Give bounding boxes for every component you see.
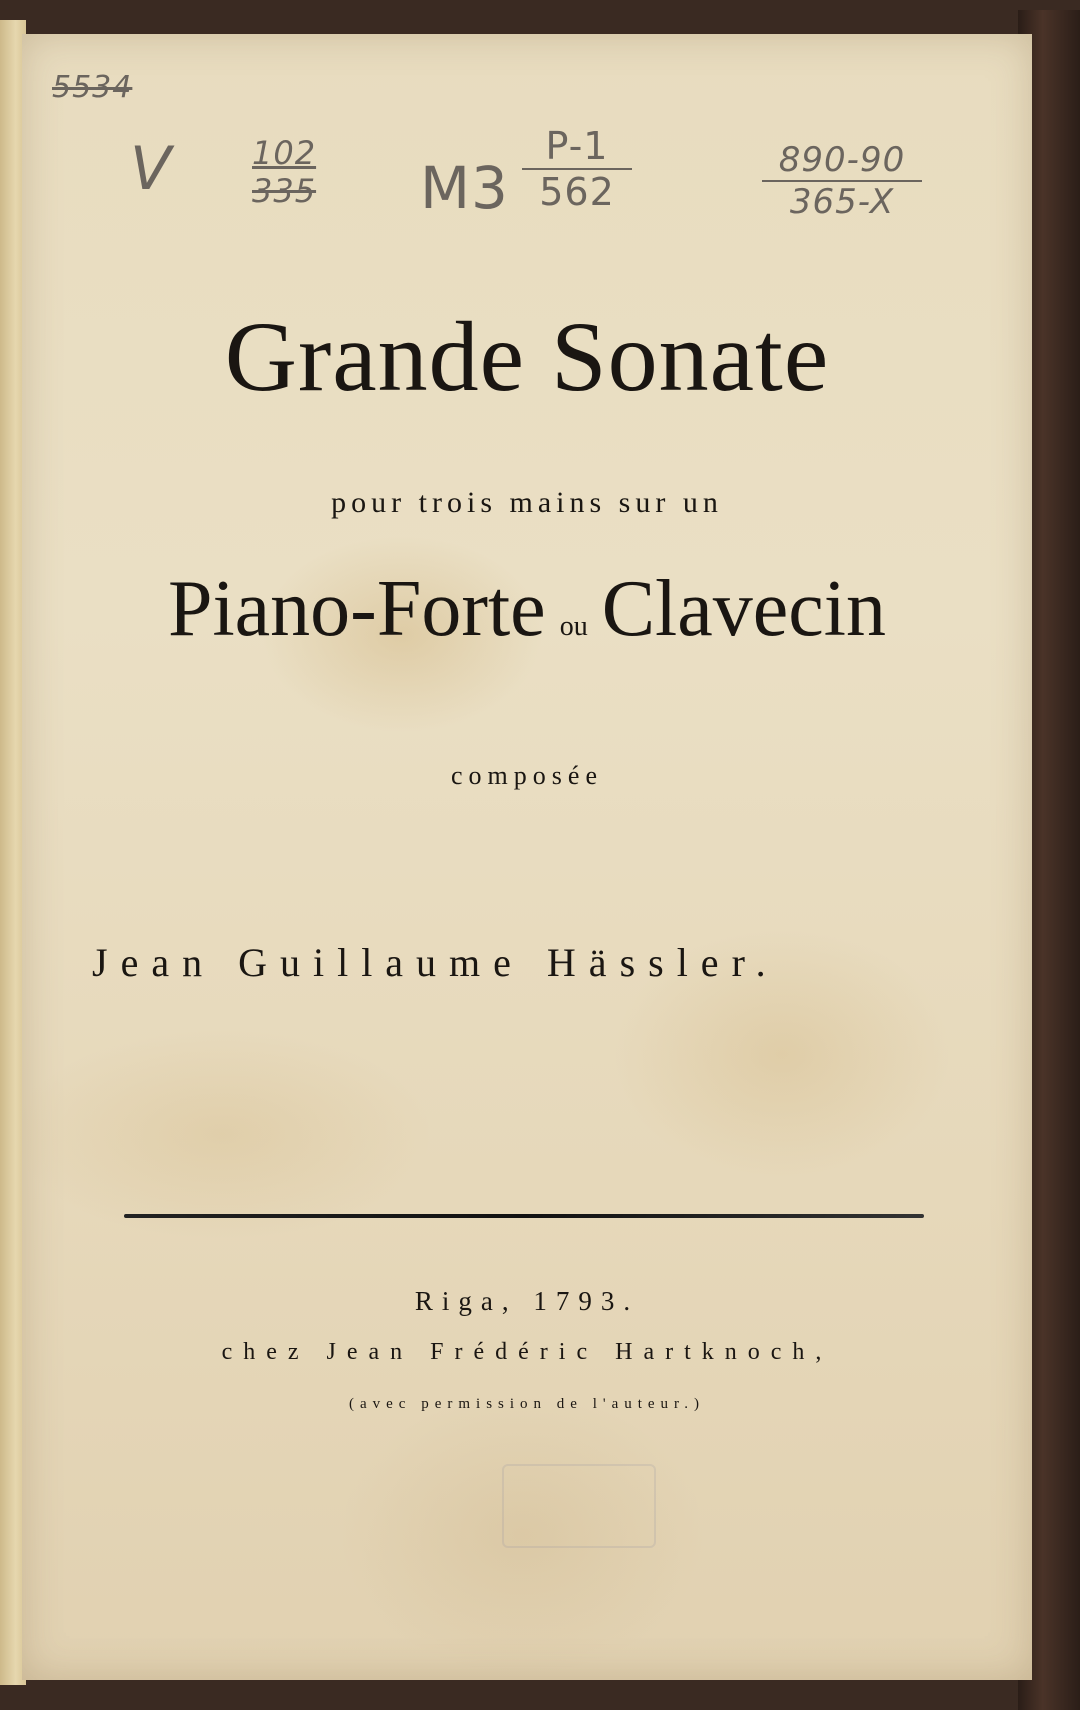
sonata-title: Grande Sonate <box>224 301 830 412</box>
place-and-date: Riga, 1793. <box>414 1286 640 1316</box>
crossed-shelfmark: 5534 <box>52 70 133 105</box>
composer-name: Jean Guillaume Hässler. <box>92 940 779 985</box>
call-number <box>522 124 632 214</box>
faded-library-stamp <box>502 1464 656 1548</box>
instrument-piano-forte: Piano-Forte <box>167 565 546 653</box>
catalog-code-top: 102 <box>252 134 317 172</box>
composed-label: composée <box>451 761 603 790</box>
inventory-number-bottom: 365-X <box>789 182 895 222</box>
instrument-clavecin: Clavecin <box>601 565 887 653</box>
call-number-prefix: M3 <box>420 154 509 222</box>
inventory-number <box>762 140 922 222</box>
instrument-connector: ou <box>559 611 588 642</box>
catalog-code-bottom: 335 <box>252 172 317 210</box>
subtitle-line: pour trois mains sur un <box>331 486 723 519</box>
check-mark: V <box>130 134 173 204</box>
permission-note: (avec permission de l'auteur.) <box>349 1396 705 1412</box>
call-number-top: P-1 <box>522 124 632 170</box>
call-number-bottom: 562 <box>539 170 615 214</box>
instrument-line <box>22 564 1032 655</box>
publisher-line: chez Jean Frédéric Hartknoch, <box>221 1339 833 1365</box>
catalog-code <box>252 134 372 210</box>
title-page <box>22 34 1032 1680</box>
inventory-number-top: 890-90 <box>762 140 922 182</box>
divider-rule <box>124 1214 924 1218</box>
